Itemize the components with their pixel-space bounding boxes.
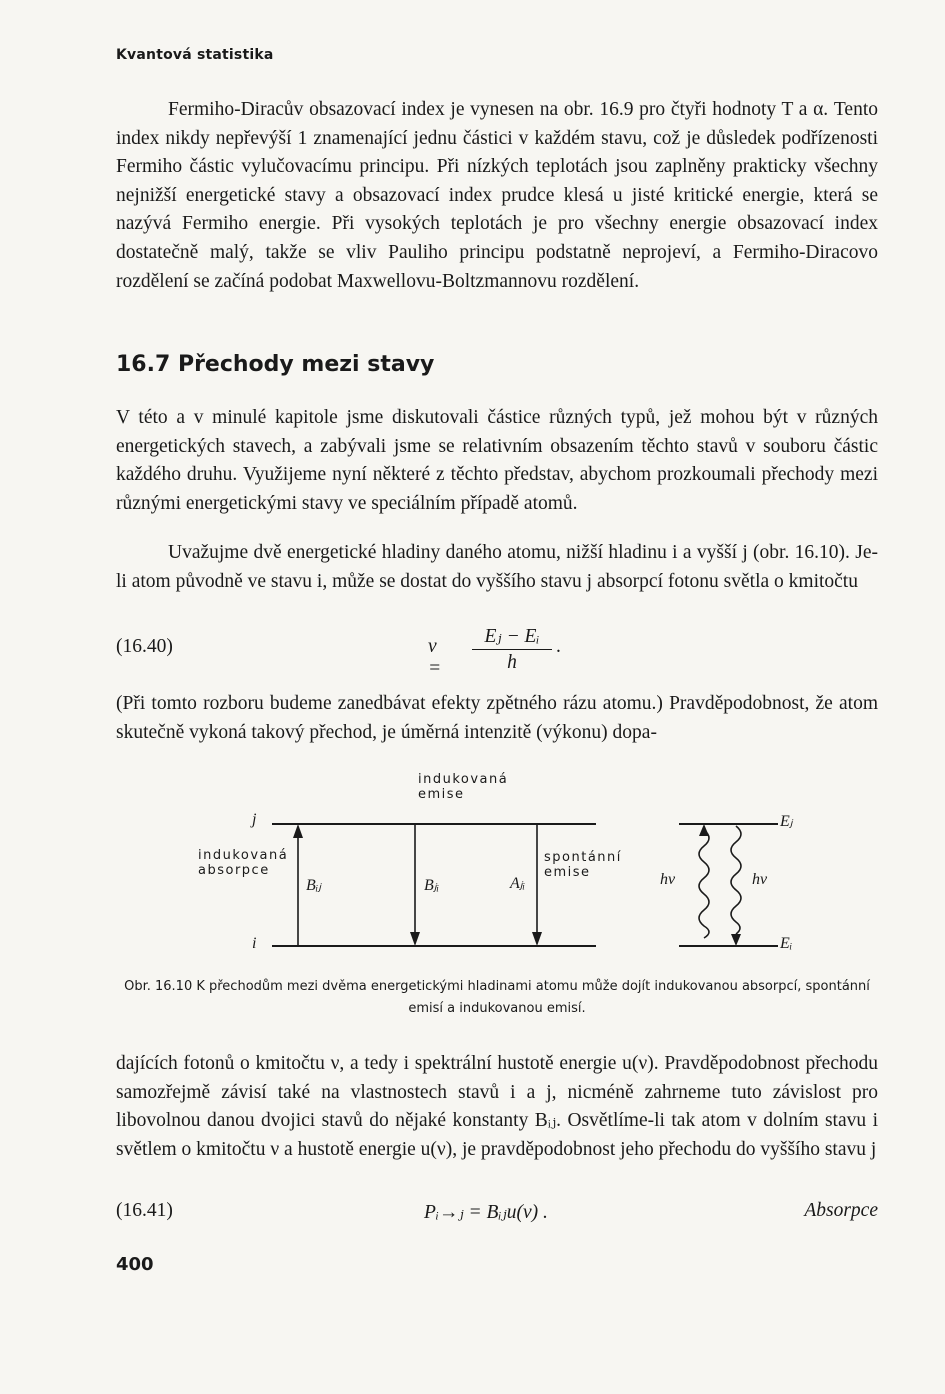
equation-tag: Absorpce: [804, 1200, 878, 1221]
photon-energy-left: hν: [660, 871, 676, 888]
coefficient-bij: Bᵢⱼ: [306, 877, 322, 894]
induced-emission-arrowhead: [410, 932, 420, 946]
label-Ei: Eᵢ: [780, 935, 793, 952]
equation-16-40: [116, 624, 878, 680]
spontaneous-emission-arrowhead: [532, 932, 542, 946]
coefficient-bji: Bⱼᵢ: [424, 877, 440, 894]
figure-16-10: [116, 770, 878, 970]
fraction-denominator: h: [507, 652, 517, 673]
label-level-i: i: [252, 935, 257, 952]
absorption-formula: Pᵢ→ⱼ = Bᵢⱼu(ν) .: [424, 1202, 548, 1223]
equation-number: (16.41): [116, 1200, 173, 1221]
photon-wave-left: [699, 830, 709, 938]
paragraph-intro: V této a v minulé kapitole jsme diskutovali částice různých typů, jež mohou být v různých energetických stavech, a zabývali jsme se relativním obsazením těchto stavů v souboru částic každého druhu. Využijeme nyní některé z těchto představ, abychom prozkoumali přechody mezi různými energetickými stavy ve speciálním případě atomů.: [116, 407, 878, 514]
equation-16-41: [116, 1200, 878, 1230]
equation-number: (16.40): [116, 636, 173, 657]
formula-lhs: ν =: [428, 636, 442, 679]
paragraph-probability: dajících fotonů o kmitočtu ν, a tedy i spektrální hustotě energie u(ν). Pravděpodobnost přechodu samozřejmě závisí také na vlastnostech stavů i a j, nicméně zahrneme tuto závislost pro libovolnou danou dvojici stavů do nějaké konstanty Bᵢⱼ. Osvětlíme-li tak atom v dolním stavu i světlem o kmitočtu ν a hustotě energie u(ν), je pravděpodobnost jeho přechodu do vyššího stavu j: [116, 1053, 878, 1160]
photon-energy-right: hν: [752, 871, 768, 888]
paragraph-recoil: (Při tomto rozboru budeme zanedbávat efekty zpětného rázu atomu.) Pravděpodobnost, že atom skutečně vykoná takový přechod, je úměrná intenzitě (výkonu) dopa-: [116, 693, 878, 743]
label-Ej: Eⱼ: [780, 813, 793, 830]
page-number: 400: [116, 1254, 154, 1275]
running-head: Kvantová statistika: [116, 47, 274, 63]
photon-wave-right: [731, 826, 741, 934]
label-induced-absorption: indukovaná absorpce: [198, 848, 289, 878]
paragraph-two-levels: Uvažujme dvě energetické hladiny daného atomu, nižší hladinu i a vyšší j (obr. 16.10). Je-li atom původně ve stavu i, může se dostat do vyššího stavu j absorpcí fotonu světla o kmitočtu: [116, 542, 878, 592]
section-title: 16.7 Přechody mezi stavy: [116, 352, 435, 377]
label-spontaneous-emission: spontánní emise: [544, 850, 622, 880]
fraction: [472, 624, 552, 674]
fraction-numerator: Eⱼ − Eᵢ: [472, 624, 552, 650]
formula-end: .: [556, 636, 561, 657]
figure-caption: Obr. 16.10 K přechodům mezi dvěma energetickými hladinami atomu může dojít indukovanou absorpcí, spontánní emisí a indukovanou emisí.: [124, 979, 870, 1016]
label-induced-emission: indukovaná emise: [418, 772, 509, 802]
label-level-j: j: [252, 811, 257, 828]
absorption-arrowhead: [293, 824, 303, 838]
coefficient-aji: Aⱼᵢ: [510, 875, 526, 892]
photon-arrowhead-left: [699, 824, 709, 836]
photon-arrowhead-right: [731, 934, 741, 946]
paragraph-fermi-dirac: Fermiho-Diracův obsazovací index je vynesen na obr. 16.9 pro čtyři hodnoty T a α. Tento index nikdy nepřevýší 1 znamenající jednu částici v každém stavu, což je důsledek podřízenosti Fermiho částic vylučovacímu principu. Při nízkých teplotách jsou zaplněny prakticky všechny nejnižší energetické stavy a obsazovací index prudce klesá u jisté kritické energie, která se nazývá Fermiho energie. Při vysokých teplotách je pro všechny energie obsazovací index dostatečně malý, takže se vliv Pauliho principu podstatně neprojeví, a Fermiho-Diracovo rozdělení se začíná podobat Maxwellovu-Boltzmannovu rozdělení.: [116, 99, 878, 292]
